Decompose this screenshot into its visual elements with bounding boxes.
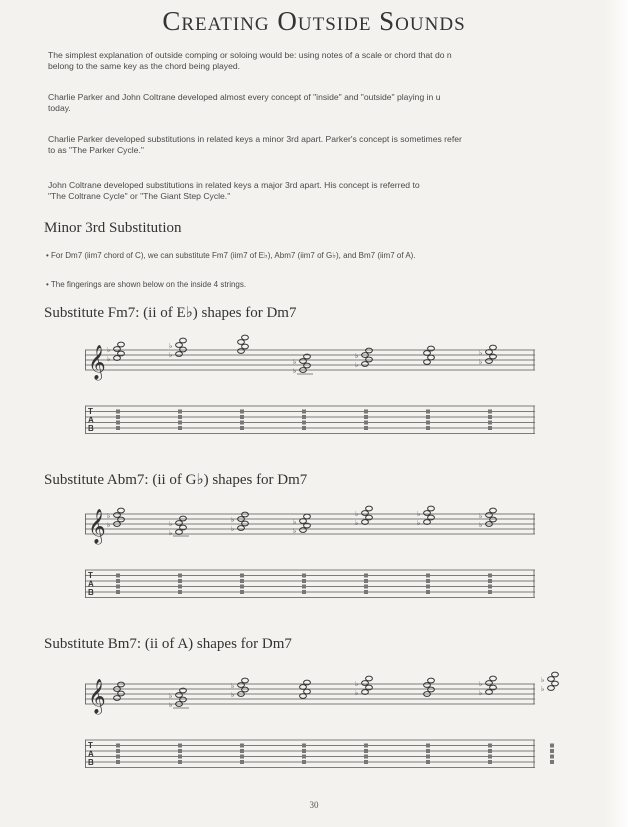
tab-letter: A <box>88 415 94 425</box>
paragraph-1-line-2: belong to the same key as the chord being played. <box>48 61 241 71</box>
note-head <box>118 342 125 347</box>
notation-fm7 <box>85 336 535 452</box>
flat-sign-icon: ♭ <box>169 529 173 537</box>
tab-fret-mark <box>240 421 244 425</box>
tab-fret-mark <box>178 590 182 594</box>
flat-sign-icon: ♭ <box>479 689 483 697</box>
tab-fret-mark <box>364 415 368 419</box>
note-head <box>486 681 493 686</box>
flat-sign-icon: ♭ <box>355 361 359 369</box>
tab-letter: B <box>88 588 94 597</box>
flat-sign-icon: ♭ <box>107 521 111 529</box>
note-head <box>424 511 431 516</box>
tab-letter: A <box>88 579 94 589</box>
staff-group <box>85 672 558 767</box>
tab-fret-mark <box>550 760 554 764</box>
note-head <box>548 686 555 691</box>
tab-fret-mark <box>240 749 244 753</box>
tab-fret-mark <box>488 744 492 748</box>
paragraph-3-line-2: to as "The Parker Cycle." <box>48 145 144 155</box>
chord <box>169 338 186 430</box>
flat-sign-icon: ♭ <box>479 349 483 357</box>
flat-sign-icon: ♭ <box>169 701 173 709</box>
note-head <box>548 677 555 682</box>
tab-fret-mark <box>240 585 244 589</box>
flat-sign-icon: ♭ <box>541 685 545 693</box>
tab-fret-mark <box>302 415 306 419</box>
chord <box>424 346 435 430</box>
note-head <box>180 516 187 521</box>
note-head <box>238 683 245 688</box>
flat-sign-icon: ♭ <box>417 519 421 527</box>
tab-fret-mark <box>240 574 244 578</box>
flat-sign-icon: ♭ <box>355 689 359 697</box>
note-head <box>176 343 183 348</box>
paragraph-4-line-2: "The Coltrane Cycle" or "The Giant Step Cycle." <box>48 191 231 201</box>
section-heading-fm7: Substitute Fm7: (ii of E♭) shapes for Dm7 <box>44 305 297 321</box>
flat-sign-icon: ♭ <box>293 518 297 526</box>
flat-sign-icon: ♭ <box>169 342 173 350</box>
flat-sign-icon: ♭ <box>479 521 483 529</box>
flat-sign-icon: ♭ <box>293 358 297 366</box>
tab-fret-mark <box>426 426 430 430</box>
tab-fret-mark <box>488 749 492 753</box>
note-head <box>180 338 187 343</box>
tab-fret-mark <box>302 579 306 583</box>
tab-fret-mark <box>178 415 182 419</box>
note-head <box>118 517 125 522</box>
note-head <box>180 347 187 352</box>
note-head <box>552 681 559 686</box>
paragraph-3-line-1: Charlie Parker developed substitutions in related keys a minor 3rd apart. Parker's concept is sometimes refer <box>48 134 462 144</box>
tab-fret-mark <box>116 755 120 759</box>
flat-sign-icon: ♭ <box>293 367 297 375</box>
chord <box>114 682 125 764</box>
tab-fret-mark <box>550 755 554 759</box>
tab-fret-mark <box>426 421 430 425</box>
tab-fret-mark <box>488 755 492 759</box>
tab-fret-mark <box>178 426 182 430</box>
tab-fret-mark <box>426 749 430 753</box>
tab-fret-mark <box>364 749 368 753</box>
note-head <box>242 687 249 692</box>
tab-fret-mark <box>116 749 120 753</box>
tab-fret-mark <box>488 574 492 578</box>
tab-fret-mark <box>488 590 492 594</box>
flat-sign-icon: ♭ <box>169 692 173 700</box>
chord <box>293 514 310 594</box>
note-head <box>300 359 307 364</box>
tab-fret-mark <box>240 755 244 759</box>
flat-sign-icon: ♭ <box>107 355 111 363</box>
page-title: Creating Outside Sounds <box>162 6 466 36</box>
tab-fret-mark <box>116 426 120 430</box>
flat-sign-icon: ♭ <box>107 512 111 520</box>
notation-bm7 <box>85 670 545 788</box>
tab-fret-mark <box>178 421 182 425</box>
chord <box>169 516 189 594</box>
tab-fret-mark <box>364 744 368 748</box>
note-head <box>118 691 125 696</box>
flat-sign-icon: ♭ <box>231 525 235 533</box>
tab-fret-mark <box>178 579 182 583</box>
flat-sign-icon: ♭ <box>479 358 483 366</box>
tab-fret-mark <box>178 585 182 589</box>
tab-fret-mark <box>116 744 120 748</box>
page-edge-shadow <box>604 0 628 827</box>
section-heading-abm7: Substitute Abm7: (ii of G♭) shapes for Dm7 <box>44 472 308 488</box>
subheading: Minor 3rd Substitution <box>44 220 182 236</box>
tab-fret-mark <box>488 426 492 430</box>
paragraph-2-line-1: Charlie Parker and John Coltrane developed almost every concept of "inside" and "outside" playing in u <box>48 92 441 102</box>
note-head <box>486 359 493 364</box>
tab-fret-mark <box>364 585 368 589</box>
paragraph-4 <box>48 180 608 202</box>
note-head <box>114 347 121 352</box>
tab-fret-mark <box>426 744 430 748</box>
tab-fret-mark <box>240 410 244 414</box>
tab-letter: B <box>88 424 94 433</box>
page-number: 30 <box>309 800 319 810</box>
tab-fret-mark <box>302 585 306 589</box>
tab-fret-mark <box>364 760 368 764</box>
flat-sign-icon: ♭ <box>417 510 421 518</box>
note-head <box>428 355 435 360</box>
tab-fret-mark <box>116 579 120 583</box>
tab-fret-mark <box>364 426 368 430</box>
tab-fret-mark <box>178 749 182 753</box>
note-head <box>366 676 373 681</box>
tab-fret-mark <box>364 574 368 578</box>
tab-fret-mark <box>116 415 120 419</box>
tab-fret-mark <box>550 749 554 753</box>
tab-fret-mark <box>364 410 368 414</box>
flat-sign-icon: ♭ <box>231 516 235 524</box>
chord <box>355 348 372 430</box>
chord <box>231 512 248 594</box>
chord <box>541 672 558 764</box>
treble-clef-icon: 𝄞 <box>88 345 106 380</box>
flat-sign-icon: ♭ <box>479 512 483 520</box>
flat-sign-icon: ♭ <box>355 510 359 518</box>
tab-fret-mark <box>426 760 430 764</box>
bullet-2: • The fingerings are shown below on the inside 4 strings. <box>46 280 247 289</box>
tab-letter: T <box>88 407 93 416</box>
note-head <box>176 521 183 526</box>
flat-sign-icon: ♭ <box>355 680 359 688</box>
note-head <box>490 676 497 681</box>
tab-fret-mark <box>116 590 120 594</box>
tab-fret-mark <box>116 574 120 578</box>
tab-fret-mark <box>116 760 120 764</box>
tab-fret-mark <box>488 410 492 414</box>
tab-letter: T <box>88 571 93 580</box>
notation-abm7 <box>85 500 535 618</box>
paragraph-1-line-1: The simplest explanation of outside comping or soloing would be: using notes of a scale or chord that do n <box>48 50 452 60</box>
paragraph-1 <box>48 50 608 72</box>
tab-fret-mark <box>178 760 182 764</box>
note-head <box>304 689 311 694</box>
note-head <box>114 696 121 701</box>
paragraph-2-line-2: today. <box>48 103 71 113</box>
note-head <box>118 508 125 513</box>
tab-fret-mark <box>240 590 244 594</box>
note-head <box>490 517 497 522</box>
treble-clef-icon: 𝄞 <box>88 679 106 714</box>
chord <box>293 354 313 430</box>
tab-fret-mark <box>550 744 554 748</box>
note-head <box>428 506 435 511</box>
note-head <box>114 513 121 518</box>
treble-clef-icon: 𝄞 <box>88 509 106 544</box>
flat-sign-icon: ♭ <box>479 680 483 688</box>
flat-sign-icon: ♭ <box>231 691 235 699</box>
note-head <box>362 681 369 686</box>
tab-fret-mark <box>116 410 120 414</box>
chord <box>169 688 189 764</box>
tab-fret-mark <box>364 421 368 425</box>
note-head <box>424 683 431 688</box>
tab-fret-mark <box>302 421 306 425</box>
tab-fret-mark <box>178 574 182 578</box>
tab-fret-mark <box>488 415 492 419</box>
tab-fret-mark <box>302 749 306 753</box>
tab-fret-mark <box>302 590 306 594</box>
tab-letter: A <box>88 749 94 759</box>
paragraph-4-line-1: John Coltrane developed substitutions in related keys a major 3rd apart. His concept is referred to <box>48 180 420 190</box>
note-head <box>366 357 373 362</box>
tab-fret-mark <box>116 585 120 589</box>
tab-fret-mark <box>178 410 182 414</box>
tab-fret-mark <box>302 426 306 430</box>
note-head <box>362 362 369 367</box>
tab-fret-mark <box>488 579 492 583</box>
note-head <box>242 678 249 683</box>
paragraph-3 <box>48 134 608 156</box>
staff-group <box>85 335 535 433</box>
chord <box>300 680 311 764</box>
chord <box>238 335 249 430</box>
note-head <box>242 344 249 349</box>
flat-sign-icon: ♭ <box>231 682 235 690</box>
note-head <box>242 521 249 526</box>
tab-fret-mark <box>426 579 430 583</box>
tab-fret-mark <box>302 755 306 759</box>
tab-fret-mark <box>302 574 306 578</box>
tab-fret-mark <box>302 744 306 748</box>
flat-sign-icon: ♭ <box>541 676 545 684</box>
tab-fret-mark <box>364 590 368 594</box>
tab-letter: B <box>88 758 94 767</box>
note-head <box>304 514 311 519</box>
tab-fret-mark <box>488 585 492 589</box>
flat-sign-icon: ♭ <box>169 351 173 359</box>
tab-fret-mark <box>426 410 430 414</box>
tab-fret-mark <box>488 421 492 425</box>
tab-fret-mark <box>302 760 306 764</box>
flat-sign-icon: ♭ <box>107 346 111 354</box>
tab-fret-mark <box>116 421 120 425</box>
note-head <box>238 340 245 345</box>
note-head <box>366 506 373 511</box>
note-head <box>118 682 125 687</box>
tab-fret-mark <box>426 585 430 589</box>
tab-fret-mark <box>488 760 492 764</box>
tab-fret-mark <box>426 415 430 419</box>
note-head <box>490 508 497 513</box>
note-head <box>238 349 245 354</box>
note-head <box>180 697 187 702</box>
note-head <box>242 512 249 517</box>
note-head <box>238 526 245 531</box>
tab-letter: T <box>88 741 93 750</box>
note-head <box>176 352 183 357</box>
tab-fret-mark <box>426 590 430 594</box>
staff-group <box>85 506 535 597</box>
tab-fret-mark <box>240 579 244 583</box>
flat-sign-icon: ♭ <box>169 520 173 528</box>
tab-fret-mark <box>178 755 182 759</box>
bullet-1: • For Dm7 (iim7 chord of C), we can substitute Fm7 (iim7 of E♭), Abm7 (iim7 of G♭), and Bm7 (iim7 of A). <box>46 251 416 260</box>
paragraph-2 <box>48 92 608 114</box>
note-head <box>366 348 373 353</box>
tab-fret-mark <box>240 415 244 419</box>
flat-sign-icon: ♭ <box>293 527 297 535</box>
note-head <box>428 687 435 692</box>
note-head <box>300 528 307 533</box>
section-heading-bm7: Substitute Bm7: (ii of A) shapes for Dm7 <box>44 636 292 652</box>
note-head <box>486 513 493 518</box>
tab-fret-mark <box>178 744 182 748</box>
flat-sign-icon: ♭ <box>355 352 359 360</box>
note-head <box>242 335 249 340</box>
flat-sign-icon: ♭ <box>355 519 359 527</box>
tab-fret-mark <box>426 755 430 759</box>
note-head <box>552 672 559 677</box>
note-head <box>428 678 435 683</box>
note-head <box>176 693 183 698</box>
tab-fret-mark <box>426 574 430 578</box>
note-head <box>304 363 311 368</box>
tab-fret-mark <box>240 760 244 764</box>
tab-fret-mark <box>240 426 244 430</box>
note-head <box>362 511 369 516</box>
tab-fret-mark <box>364 579 368 583</box>
tab-fret-mark <box>240 744 244 748</box>
tab-fret-mark <box>364 755 368 759</box>
note-head <box>490 345 497 350</box>
tab-fret-mark <box>302 410 306 414</box>
